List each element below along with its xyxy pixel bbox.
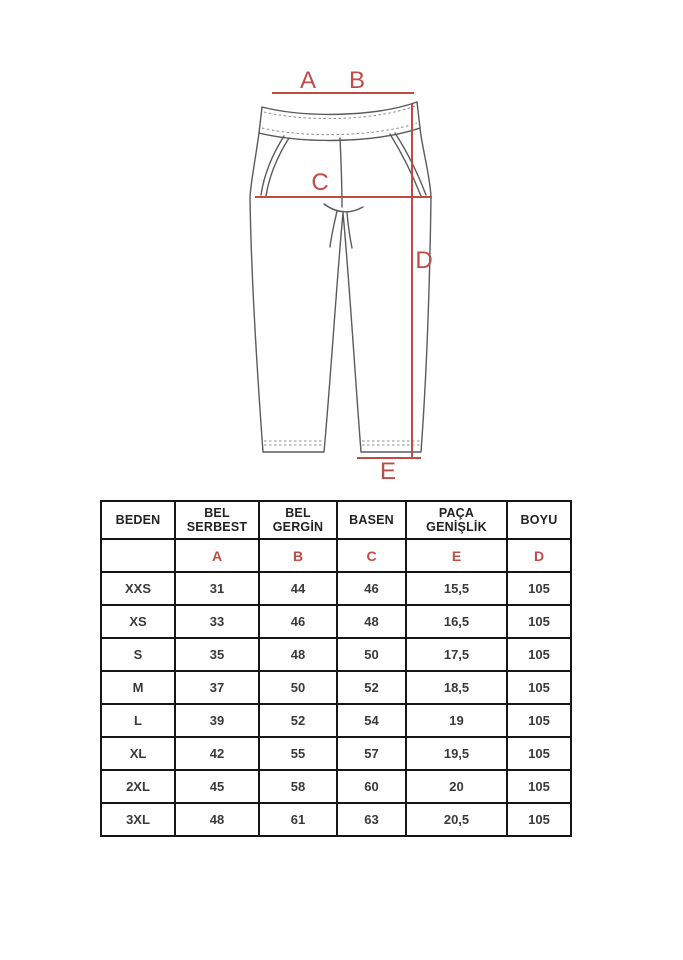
- table-row-xs: [101, 605, 571, 638]
- size-cell: 50: [337, 638, 406, 671]
- size-cell: 57: [337, 737, 406, 770]
- letter-cell-empty: [101, 539, 175, 572]
- size-cell: 16,5: [406, 605, 507, 638]
- size-cell: 48: [175, 803, 259, 836]
- size-cell: 15,5: [406, 572, 507, 605]
- letter-cell-d: D: [507, 539, 571, 572]
- size-cell: 54: [337, 704, 406, 737]
- size-cell: 46: [337, 572, 406, 605]
- size-cell: 61: [259, 803, 337, 836]
- letter-cell-e: E: [406, 539, 507, 572]
- size-cell: 37: [175, 671, 259, 704]
- size-cell: 52: [259, 704, 337, 737]
- measurement-label-a: A: [299, 67, 317, 94]
- size-cell: 105: [507, 638, 571, 671]
- measurement-label-e: E: [379, 458, 397, 485]
- table-row-l: [101, 704, 571, 737]
- size-cell: 42: [175, 737, 259, 770]
- size-cell: 46: [259, 605, 337, 638]
- size-label: M: [101, 671, 175, 704]
- size-label: 3XL: [101, 803, 175, 836]
- column-header-paca-genislik: PAÇA GENİŞLİK: [406, 501, 507, 539]
- column-header-bel-gergin: BEL GERGİN: [259, 501, 337, 539]
- size-cell: 105: [507, 704, 571, 737]
- size-cell: 19,5: [406, 737, 507, 770]
- measurement-label-d: D: [415, 247, 433, 274]
- size-cell: 48: [337, 605, 406, 638]
- table-header-row: [101, 501, 571, 539]
- column-header-bel-serbest: BEL SERBEST: [175, 501, 259, 539]
- measurement-label-c: C: [311, 169, 329, 196]
- size-cell: 105: [507, 572, 571, 605]
- letter-row: [101, 539, 571, 572]
- size-cell: 33: [175, 605, 259, 638]
- size-cell: 31: [175, 572, 259, 605]
- table-row-xl: [101, 737, 571, 770]
- size-cell: 105: [507, 605, 571, 638]
- size-cell: 18,5: [406, 671, 507, 704]
- column-header-boyu: BOYU: [507, 501, 571, 539]
- table-row-3xl: [101, 803, 571, 836]
- size-cell: 105: [507, 737, 571, 770]
- column-header-beden: BEDEN: [101, 501, 175, 539]
- size-cell: 105: [507, 803, 571, 836]
- size-cell: 20,5: [406, 803, 507, 836]
- size-cell: 39: [175, 704, 259, 737]
- size-cell: 19: [406, 704, 507, 737]
- size-label: 2XL: [101, 770, 175, 803]
- size-cell: 105: [507, 770, 571, 803]
- table-row-2xl: [101, 770, 571, 803]
- size-label: XXS: [101, 572, 175, 605]
- measurement-label-b: B: [348, 67, 366, 94]
- table-row-m: [101, 671, 571, 704]
- size-cell: 48: [259, 638, 337, 671]
- column-header-basen: BASEN: [337, 501, 406, 539]
- pants-outline: [250, 128, 431, 452]
- size-cell: 55: [259, 737, 337, 770]
- size-cell: 50: [259, 671, 337, 704]
- letter-cell-a: A: [175, 539, 259, 572]
- size-label: XS: [101, 605, 175, 638]
- letter-cell-c: C: [337, 539, 406, 572]
- size-label: XL: [101, 737, 175, 770]
- table-row-s: [101, 638, 571, 671]
- size-cell: 44: [259, 572, 337, 605]
- size-cell: 52: [337, 671, 406, 704]
- size-cell: 105: [507, 671, 571, 704]
- table-row-xxs: [101, 572, 571, 605]
- size-cell: 35: [175, 638, 259, 671]
- size-cell: 20: [406, 770, 507, 803]
- size-cell: 60: [337, 770, 406, 803]
- size-label: L: [101, 704, 175, 737]
- letter-cell-b: B: [259, 539, 337, 572]
- size-cell: 63: [337, 803, 406, 836]
- size-table: [100, 500, 572, 837]
- size-cell: 17,5: [406, 638, 507, 671]
- size-cell: 45: [175, 770, 259, 803]
- size-cell: 58: [259, 770, 337, 803]
- size-label: S: [101, 638, 175, 671]
